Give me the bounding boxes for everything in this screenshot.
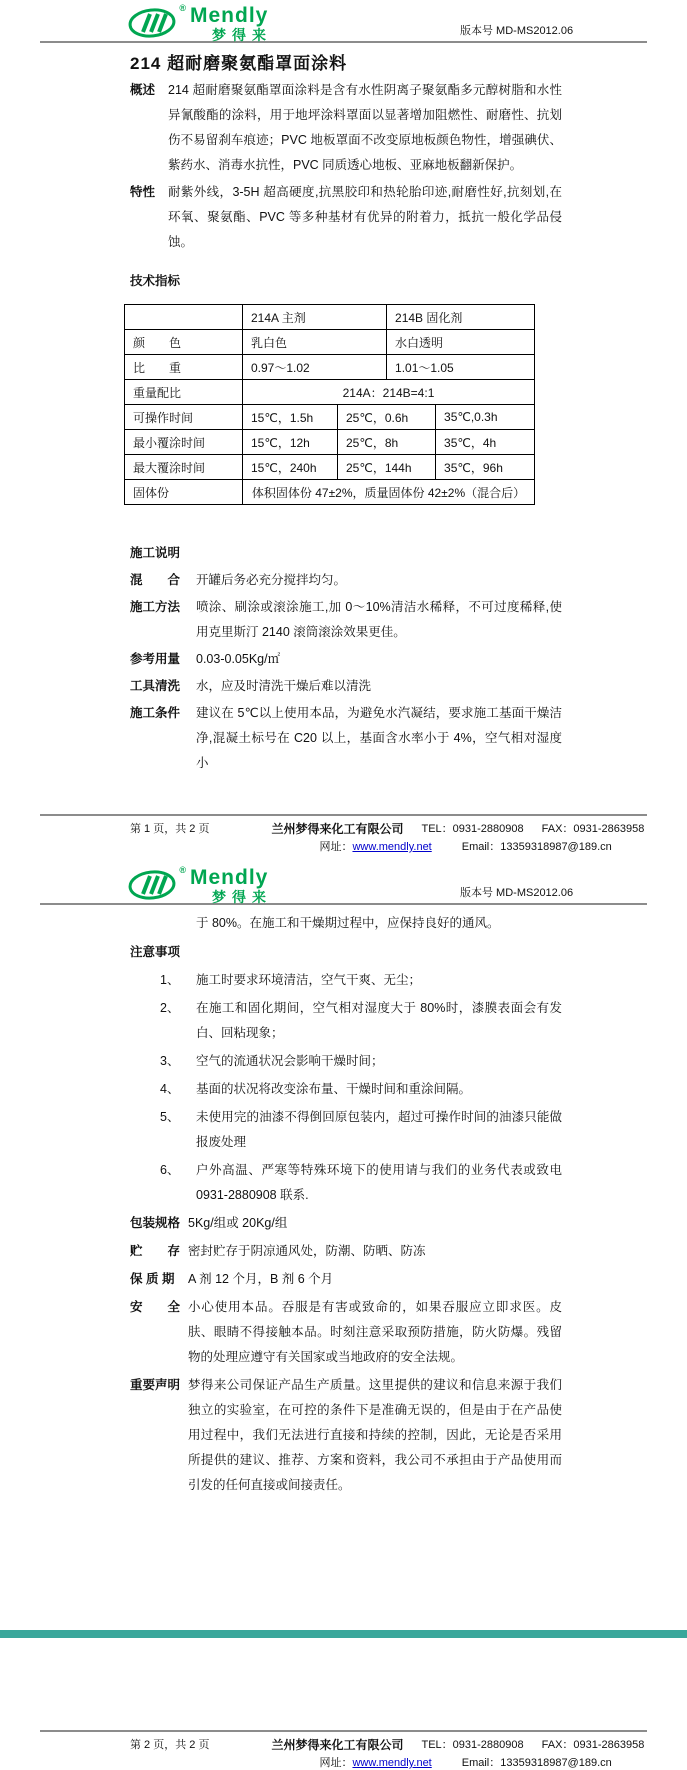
carryover-paragraph: 于 80%。在施工和干燥期过程中，应保持良好的通风。: [196, 916, 500, 930]
row-label: 颜 色: [125, 330, 243, 355]
table-row: 颜 色 乳白色 水白透明: [125, 330, 535, 355]
info-item-storage: 贮 存 密封贮存于阴凉通风处，防潮、防晒、防冻: [130, 1244, 426, 1258]
mendly-logo: [128, 867, 687, 904]
features-text: 耐紫外线，3-5H 超高硬度,抗黑胶印和热轮胎印迹,耐磨性好,抗刻划,在环氧、聚氨酯、PVC 等多种基材有优异的附着力，抵抗一般化学品侵蚀。: [168, 185, 562, 249]
construction-item: 施工条件 建议在 5℃以上使用本品，为避免水汽凝结，要求施工基面干燥洁净,混凝土标号在 C20 以上，基面含水率小于 4%，空气相对湿度小: [130, 706, 562, 770]
page1-content: [130, 78, 562, 294]
page2-header: [0, 862, 687, 903]
version-number: 版本号 MD-MS2012.06: [460, 25, 574, 37]
company-fax: FAX：0931-2863958: [541, 823, 645, 835]
info-item-shelf-life: 保 质 期 A 剂 12 个月，B 剂 6 个月: [130, 1272, 334, 1286]
table-row: 重量配比 214A：214B=4:1: [125, 380, 535, 405]
mendly-logo-icon: [128, 5, 184, 39]
row-label: 最大覆涂时间: [125, 455, 243, 480]
table-row: 最小覆涂时间 15℃，12h 25℃，8h 35℃，4h: [125, 430, 535, 455]
page2-footer: [40, 1730, 647, 1770]
table-row: 可操作时间 15℃，1.5h 25℃，0.6h 35℃,0.3h: [125, 405, 535, 430]
table-row: 固体份 体积固体份 47±2%，质量固体份 42±2%（混合后）: [125, 480, 535, 505]
features-section: [130, 180, 562, 255]
row-label: 固体份: [125, 480, 243, 505]
mendly-logo: [128, 5, 687, 42]
website-link[interactable]: www.mendly.net: [352, 841, 432, 853]
company-name: 兰州梦得来化工有限公司: [271, 1738, 404, 1752]
table-row: [125, 305, 535, 330]
row-label: 最小覆涂时间: [125, 430, 243, 455]
construction-item: 工具清洗 水，应及时清洗干燥后难以清洗: [130, 679, 372, 693]
note-item: 5、 未使用完的油漆不得倒回原包装内，超过可操作时间的油漆只能做报废处理: [160, 1110, 562, 1149]
website-label: 网址：: [319, 841, 353, 853]
registered-mark: ®: [179, 865, 186, 875]
bottom-teal-bar: [0, 1630, 687, 1638]
page-number: 第 1 页，共 2 页: [130, 823, 210, 835]
brand-name: Mendly: [190, 4, 269, 27]
info-item-packaging: 包装规格 5Kg/组或 20Kg/组: [130, 1216, 288, 1230]
tech-spec-heading: 技术指标: [130, 274, 181, 288]
row-label: 重量配比: [125, 380, 243, 405]
page-1: [0, 0, 687, 854]
construction-heading: 施工说明: [130, 546, 181, 560]
mendly-logo-icon: [128, 867, 184, 901]
company-name: 兰州梦得来化工有限公司: [271, 822, 404, 836]
email-label: Email：: [461, 1757, 501, 1769]
construction-item: 施工方法 喷涂、刷涂或滚涂施工,加 0～10%清洁水稀释，不可过度稀释,使用克里斯汀 2140 滚筒滚涂效果更佳。: [130, 600, 562, 639]
col-header-214a: 214A 主剂: [243, 305, 387, 330]
page2-content: [130, 911, 562, 1498]
page-number: 第 2 页，共 2 页: [130, 1739, 210, 1751]
note-item: 4、 基面的状况将改变涂布量、干燥时间和重涂间隔。: [160, 1082, 472, 1096]
note-item: 2、 在施工和固化期间，空气相对湿度大于 80%时，漆膜表面会有发白、回粘现象；: [160, 1001, 562, 1040]
company-fax: FAX：0931-2863958: [541, 1739, 645, 1751]
brand-name-cn: 梦得来: [212, 27, 272, 43]
company-tel: TEL：0931-2880908: [421, 823, 524, 835]
col-header-214b: 214B 固化剂: [387, 305, 535, 330]
construction-item: 混 合 开罐后务必充分搅拌均匀。: [130, 573, 347, 587]
brand-name: Mendly: [190, 866, 269, 889]
page1-footer: [40, 814, 647, 854]
overview-label: 概述: [130, 83, 156, 97]
email-value: 13359318987@189.cn: [500, 841, 612, 853]
overview-section: [130, 78, 562, 178]
construction-item: 参考用量 0.03-0.05Kg/㎡: [130, 652, 281, 666]
info-item-disclaimer: 重要声明 梦得来公司保证产品生产质量。这里提供的建议和信息来源于我们独立的实验室，在可控的条件下是准确无误的，但是由于在产品使用过程中，我们无法进行直接和持续的控制，因此，无论是否采用所提供的建议、推荐、方案和资料，我公司不承担由于产品使用而引发的任何直接或间接责任。: [130, 1378, 562, 1492]
page1-header: [0, 0, 687, 41]
table-row: 最大覆涂时间 15℃，240h 25℃，144h 35℃，96h: [125, 455, 535, 480]
row-label: 可操作时间: [125, 405, 243, 430]
brand-name-cn: 梦得来: [212, 889, 272, 905]
overview-text: 214 超耐磨聚氨酯罩面涂料是含有水性阴离子聚氨酯多元醇树脂和水性异氰酸酯的涂料，用于地坪涂料罩面以显著增加阻燃性、耐磨性、抗划伤不易留刹车痕迹；PVC 地板罩面不改变原地板颜色物性，增强碘伏、紫药水、消毒水抗性，PVC 同质透心地板、亚麻地板翻新保护。: [168, 83, 562, 172]
website-link[interactable]: www.mendly.net: [352, 1757, 432, 1769]
company-tel: TEL：0931-2880908: [421, 1739, 524, 1751]
note-item: 6、 户外高温、严寒等特殊环境下的使用请与我们的业务代表或致电 0931-2880908 联系.: [160, 1163, 562, 1202]
table-row: 比 重 0.97～1.02 1.01～1.05: [125, 355, 535, 380]
tech-spec-table: [124, 304, 535, 505]
note-item: 1、 施工时要求环境清洁，空气干爽、无尘；: [160, 973, 422, 987]
product-title: 214 超耐磨聚氨酯罩面涂料: [130, 54, 348, 73]
row-label: 比 重: [125, 355, 243, 380]
features-label: 特性: [130, 185, 156, 199]
notes-heading: 注意事项: [130, 945, 181, 959]
email-label: Email：: [461, 841, 501, 853]
note-item: 3、 空气的流通状况会影响干燥时间；: [160, 1054, 384, 1068]
registered-mark: ®: [179, 3, 186, 13]
info-item-safety: 安 全 小心使用本品。吞服是有害或致命的，如果吞服应立即求医。皮肤、眼睛不得接触本品。时刻注意采取预防措施，防火防爆。残留物的处理应遵守有关国家或当地政府的安全法规。: [130, 1300, 562, 1364]
website-label: 网址：: [319, 1757, 353, 1769]
email-value: 13359318987@189.cn: [500, 1757, 612, 1769]
version-number: 版本号 MD-MS2012.06: [460, 887, 574, 899]
